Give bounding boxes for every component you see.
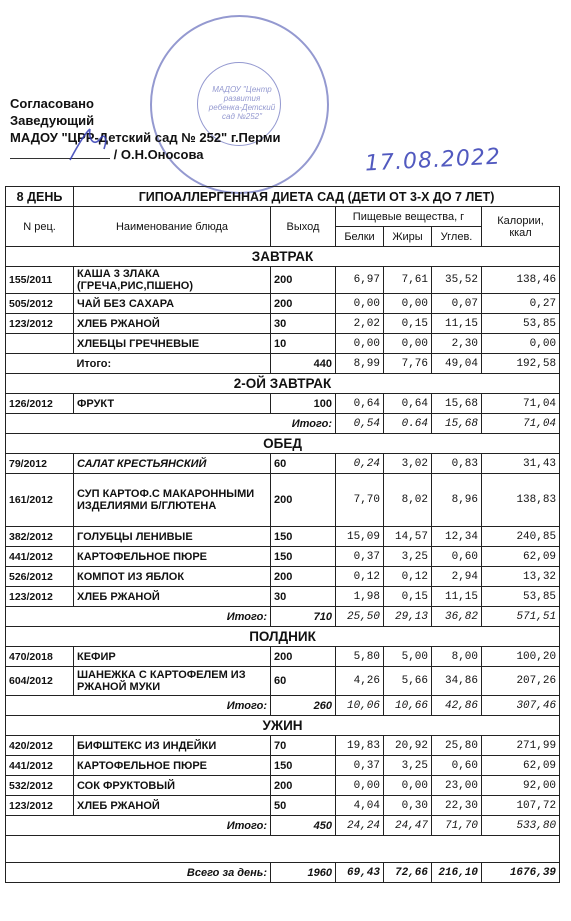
dish-name: КОМПОТ ИЗ ЯБЛОК <box>74 567 271 587</box>
carbs-value: 2,94 <box>432 567 482 587</box>
calories-value: 62,09 <box>482 756 560 776</box>
col-fat: Жиры <box>384 227 432 247</box>
calories-value: 31,43 <box>482 454 560 474</box>
recipe-code: 155/2011 <box>6 267 74 294</box>
output-value: 200 <box>271 474 336 527</box>
recipe-code <box>6 334 74 354</box>
calories-value: 53,85 <box>482 314 560 334</box>
empty-cell <box>6 836 560 863</box>
table-row <box>6 314 560 334</box>
recipe-code: 161/2012 <box>6 474 74 527</box>
subtotal-protein: 8,99 <box>336 354 384 374</box>
protein-value: 0,00 <box>336 334 384 354</box>
col-protein: Белки <box>336 227 384 247</box>
calories-value: 0,00 <box>482 334 560 354</box>
carbs-value: 0,60 <box>432 547 482 567</box>
table-row <box>6 294 560 314</box>
day-label: 8 ДЕНЬ <box>6 187 74 207</box>
output-value: 200 <box>271 776 336 796</box>
subtotal-calories: 533,80 <box>482 816 560 836</box>
subtotal-label: Итого: <box>6 696 271 716</box>
handwritten-signature <box>60 125 120 165</box>
fat-value: 5,66 <box>384 667 432 696</box>
output-value: 60 <box>271 454 336 474</box>
table-row <box>6 454 560 474</box>
grand-total-output: 1960 <box>271 863 336 883</box>
output-value: 200 <box>271 267 336 294</box>
carbs-value: 34,86 <box>432 667 482 696</box>
section-breakfast <box>6 247 560 267</box>
recipe-code: 126/2012 <box>6 394 74 414</box>
section-title: 2-ОЙ ЗАВТРАК <box>6 374 560 394</box>
output-value: 60 <box>271 667 336 696</box>
output-value: 200 <box>271 647 336 667</box>
protein-value: 4,04 <box>336 796 384 816</box>
subtotal-label: Итого: <box>74 354 271 374</box>
output-value: 150 <box>271 756 336 776</box>
subtotal-calories: 71,04 <box>482 414 560 434</box>
menu-title: ГИПОАЛЛЕРГЕННАЯ ДИЕТА САД (ДЕТИ ОТ 3-Х ДО 7 ЛЕТ) <box>74 187 560 207</box>
section-title: ПОЛДНИК <box>6 627 560 647</box>
protein-value: 15,09 <box>336 527 384 547</box>
subtotal-carbs: 49,04 <box>432 354 482 374</box>
fat-value: 5,00 <box>384 647 432 667</box>
table-row <box>6 667 560 696</box>
calories-value: 100,20 <box>482 647 560 667</box>
approval-block <box>10 95 281 163</box>
subtotal-output: 710 <box>271 607 336 627</box>
dish-name: КАРТОФЕЛЬНОЕ ПЮРЕ <box>74 756 271 776</box>
carbs-value: 0,83 <box>432 454 482 474</box>
table-row <box>6 756 560 776</box>
carbs-value: 23,00 <box>432 776 482 796</box>
subtotal-carbs: 36,82 <box>432 607 482 627</box>
calories-value: 138,83 <box>482 474 560 527</box>
protein-value: 0,00 <box>336 294 384 314</box>
subtotal-fat: 24,47 <box>384 816 432 836</box>
protein-value: 0,12 <box>336 567 384 587</box>
dish-name: КАША 3 ЗЛАКА (ГРЕЧА,РИС,ПШЕНО) <box>74 267 271 294</box>
stamp-center-text: МАДОУ "Центр развития ребенка-Детский сад №252" <box>208 85 276 121</box>
protein-value: 2,02 <box>336 314 384 334</box>
grand-total-label: Всего за день: <box>6 863 271 883</box>
dish-name: ХЛЕБЦЫ ГРЕЧНЕВЫЕ <box>74 334 271 354</box>
recipe-code: 382/2012 <box>6 527 74 547</box>
subtotal-fat: 10,66 <box>384 696 432 716</box>
carbs-value: 2,30 <box>432 334 482 354</box>
table-row <box>6 267 560 294</box>
subtotal-calories: 192,58 <box>482 354 560 374</box>
dish-name: ФРУКТ <box>74 394 271 414</box>
table-row <box>6 547 560 567</box>
section-title: УЖИН <box>6 716 560 736</box>
subtotal-fat: 7,76 <box>384 354 432 374</box>
col-dish-name: Наименование блюда <box>74 207 271 247</box>
subtotal-label: Итого: <box>6 414 336 434</box>
output-value: 150 <box>271 527 336 547</box>
grand-total-fat: 72,66 <box>384 863 432 883</box>
fat-value: 3,25 <box>384 756 432 776</box>
protein-value: 0,37 <box>336 547 384 567</box>
fat-value: 3,25 <box>384 547 432 567</box>
subtotal-row <box>6 696 560 716</box>
protein-value: 7,70 <box>336 474 384 527</box>
approval-line-4 <box>10 146 281 163</box>
fat-value: 20,92 <box>384 736 432 756</box>
output-value: 150 <box>271 547 336 567</box>
carbs-value: 0,07 <box>432 294 482 314</box>
recipe-code: 526/2012 <box>6 567 74 587</box>
fat-value: 0,15 <box>384 314 432 334</box>
calories-value: 62,09 <box>482 547 560 567</box>
dish-name: ЧАЙ БЕЗ САХАРА <box>74 294 271 314</box>
grand-total-calories: 1676,39 <box>482 863 560 883</box>
carbs-value: 35,52 <box>432 267 482 294</box>
subtotal-fat: 29,13 <box>384 607 432 627</box>
output-value: 30 <box>271 314 336 334</box>
table-row <box>6 647 560 667</box>
calories-value: 138,46 <box>482 267 560 294</box>
output-value: 50 <box>271 796 336 816</box>
dish-name: СУП КАРТОФ.С МАКАРОННЫМИ ИЗДЕЛИЯМИ Б/ГЛЮТЕНА <box>74 474 271 527</box>
subtotal-label: Итого: <box>6 607 271 627</box>
dish-name: ГОЛУБЦЫ ЛЕНИВЫЕ <box>74 527 271 547</box>
approval-line-3: МАДОУ "ЦРР-Детский сад № 252" г.Перми <box>10 130 281 145</box>
recipe-code: 604/2012 <box>6 667 74 696</box>
subtotal-carbs: 71,70 <box>432 816 482 836</box>
fat-value: 0,15 <box>384 587 432 607</box>
recipe-code: 441/2012 <box>6 756 74 776</box>
subtotal-protein: 0,54 <box>336 414 384 434</box>
col-carbs: Углев. <box>432 227 482 247</box>
output-value: 200 <box>271 567 336 587</box>
recipe-code: 123/2012 <box>6 314 74 334</box>
carbs-value: 22,30 <box>432 796 482 816</box>
calories-value: 0,27 <box>482 294 560 314</box>
subtotal-calories: 571,51 <box>482 607 560 627</box>
subtotal-row <box>6 607 560 627</box>
table-row <box>6 736 560 756</box>
fat-value: 3,02 <box>384 454 432 474</box>
protein-value: 6,97 <box>336 267 384 294</box>
dish-name: ХЛЕБ РЖАНОЙ <box>74 587 271 607</box>
fat-value: 7,61 <box>384 267 432 294</box>
subtotal-row <box>6 354 560 374</box>
recipe-code: 79/2012 <box>6 454 74 474</box>
recipe-code: 420/2012 <box>6 736 74 756</box>
recipe-code: 532/2012 <box>6 776 74 796</box>
fat-value: 0,00 <box>384 334 432 354</box>
carbs-value: 25,80 <box>432 736 482 756</box>
subtotal-carbs: 42,86 <box>432 696 482 716</box>
output-value: 30 <box>271 587 336 607</box>
recipe-code: 470/2018 <box>6 647 74 667</box>
grand-total-row <box>6 863 560 883</box>
handwritten-date: 17.08.2022 <box>364 144 502 177</box>
carbs-value: 11,15 <box>432 587 482 607</box>
table-title-row <box>6 187 560 207</box>
dish-name: ХЛЕБ РЖАНОЙ <box>74 796 271 816</box>
subtotal-protein: 10,06 <box>336 696 384 716</box>
section-title: ЗАВТРАК <box>6 247 560 267</box>
subtotal-row <box>6 414 560 434</box>
col-calories: Калории, ккал <box>482 207 560 247</box>
carbs-value: 8,96 <box>432 474 482 527</box>
recipe-code: 441/2012 <box>6 547 74 567</box>
carbs-value: 12,34 <box>432 527 482 547</box>
fat-value: 0,30 <box>384 796 432 816</box>
subtotal-carbs: 15,68 <box>432 414 482 434</box>
calories-value: 92,00 <box>482 776 560 796</box>
output-value: 100 <box>271 394 336 414</box>
dish-name: ХЛЕБ РЖАНОЙ <box>74 314 271 334</box>
recipe-code: 123/2012 <box>6 796 74 816</box>
carbs-value: 8,00 <box>432 647 482 667</box>
dish-name: САЛАТ КРЕСТЬЯНСКИЙ <box>74 454 271 474</box>
fat-value: 0,64 <box>384 394 432 414</box>
table-row <box>6 527 560 547</box>
protein-value: 5,80 <box>336 647 384 667</box>
grand-total-protein: 69,43 <box>336 863 384 883</box>
approval-line-2: Заведующий <box>10 113 95 128</box>
subtotal-row <box>6 816 560 836</box>
table-row <box>6 334 560 354</box>
protein-value: 1,98 <box>336 587 384 607</box>
subtotal-output: 450 <box>271 816 336 836</box>
section-lunch <box>6 434 560 454</box>
table-row <box>6 776 560 796</box>
col-recipe-number: N рец. <box>6 207 74 247</box>
empty-row <box>6 836 560 863</box>
col-output: Выход <box>271 207 336 247</box>
output-value: 70 <box>271 736 336 756</box>
fat-value: 0,12 <box>384 567 432 587</box>
subtotal-fat: 0.64 <box>384 414 432 434</box>
diet-menu-table <box>5 186 560 883</box>
table-row <box>6 587 560 607</box>
section-dinner <box>6 716 560 736</box>
section-title: ОБЕД <box>6 434 560 454</box>
approval-line-1: Согласовано <box>10 96 94 111</box>
dish-name: ШАНЕЖКА С КАРТОФЕЛЕМ ИЗ РЖАНОЙ МУКИ <box>74 667 271 696</box>
calories-value: 71,04 <box>482 394 560 414</box>
calories-value: 207,26 <box>482 667 560 696</box>
calories-value: 53,85 <box>482 587 560 607</box>
empty-cell <box>6 354 74 374</box>
calories-value: 13,32 <box>482 567 560 587</box>
dish-name: КЕФИР <box>74 647 271 667</box>
subtotal-label: Итого: <box>6 816 271 836</box>
carbs-value: 0,60 <box>432 756 482 776</box>
protein-value: 0,00 <box>336 776 384 796</box>
section-second-breakfast <box>6 374 560 394</box>
carbs-value: 11,15 <box>432 314 482 334</box>
subtotal-output: 440 <box>271 354 336 374</box>
subtotal-calories: 307,46 <box>482 696 560 716</box>
recipe-code: 505/2012 <box>6 294 74 314</box>
output-value: 10 <box>271 334 336 354</box>
calories-value: 240,85 <box>482 527 560 547</box>
fat-value: 0,00 <box>384 294 432 314</box>
dish-name: КАРТОФЕЛЬНОЕ ПЮРЕ <box>74 547 271 567</box>
col-nutrients: Пищевые вещества, г <box>336 207 482 227</box>
calories-value: 271,99 <box>482 736 560 756</box>
subtotal-output: 260 <box>271 696 336 716</box>
grand-total-carbs: 216,10 <box>432 863 482 883</box>
header-row <box>6 207 560 227</box>
protein-value: 4,26 <box>336 667 384 696</box>
subtotal-protein: 25,50 <box>336 607 384 627</box>
calories-value: 107,72 <box>482 796 560 816</box>
protein-value: 0,37 <box>336 756 384 776</box>
fat-value: 8,02 <box>384 474 432 527</box>
recipe-code: 123/2012 <box>6 587 74 607</box>
approver-name: / О.Н.Оносова <box>113 147 204 162</box>
protein-value: 19,83 <box>336 736 384 756</box>
table-row <box>6 796 560 816</box>
section-afternoon-snack <box>6 627 560 647</box>
protein-value: 0,64 <box>336 394 384 414</box>
carbs-value: 15,68 <box>432 394 482 414</box>
fat-value: 0,00 <box>384 776 432 796</box>
table-row <box>6 474 560 527</box>
protein-value: 0,24 <box>336 454 384 474</box>
dish-name: СОК ФРУКТОВЫЙ <box>74 776 271 796</box>
dish-name: БИФШТЕКС ИЗ ИНДЕЙКИ <box>74 736 271 756</box>
subtotal-protein: 24,24 <box>336 816 384 836</box>
fat-value: 14,57 <box>384 527 432 547</box>
output-value: 200 <box>271 294 336 314</box>
table-row <box>6 567 560 587</box>
table-row <box>6 394 560 414</box>
